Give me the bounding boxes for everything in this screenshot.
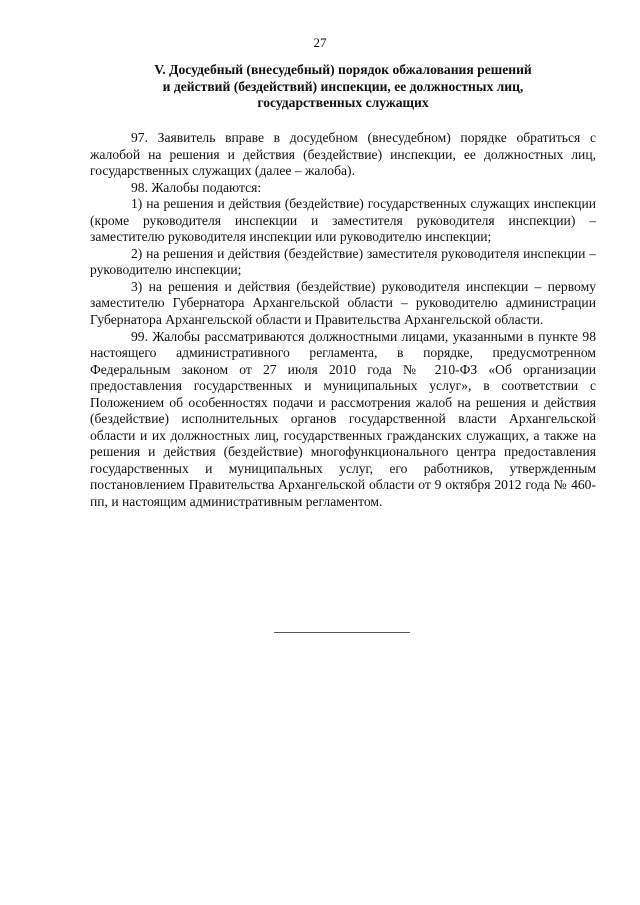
section-heading-line: V. Досудебный (внесудебный) порядок обжалования решений [154,62,532,77]
page-number: 27 [313,35,327,50]
section-heading [90,62,596,112]
paragraph-98-item-1: 1) на решения и действия (бездействие) государственных служащих инспекции (кроме руководителя инспекции и заместителя руководителя инспекции) – заместителю руководителя инспекции или руководителю инспекции; [90,196,596,245]
document-body [90,130,596,511]
closing-divider [274,632,410,633]
paragraph-98-item-2: 2) на решения и действия (бездействие) заместителя руководителя инспекции – руководителю инспекции; [90,245,596,278]
section-heading-line: государственных служащих [257,95,429,111]
paragraph-98: 98. Жалобы подаются: [131,179,262,195]
paragraph-99: 99. Жалобы рассматриваются должностными лицами, указанными в пункте 98 настоящего административного регламента, в порядке, предусмотренном Федеральным законом от 27 июля 2010 года № 210-ФЗ «Об организации предоставления государственных и муниципальных услуг», в соответствии с Положением об особенностях подачи и рассмотрения жалоб на решения и действия (бездействие) исполнительных органов государственной власти Архангельской области и их должностных лиц, государственных гражданских служащих, а также на решения и действия (бездействие) многофункционального центра предоставления государственных и муниципальных услуг, его работников, утвержденным постановлением Правительства Архангельской области от 9 октября 2012 года № 460-пп, и настоящим административным регламентом. [90,328,596,510]
paragraph-98-item-3: 3) на решения и действия (бездействие) руководителя инспекции – первому заместителю Губернатора Архангельской области – руководителю администрации Губернатора Архангельской области и Правительства Архангельской области. [90,278,596,328]
section-heading-line: и действий (бездействий) инспекции, ее должностных лиц, [162,78,524,94]
paragraph-97: 97. Заявитель вправе в досудебном (внесудебном) порядке обратиться с жалобой на решения и действия (бездействие) инспекции, ее должностных лиц, государственных служащих (далее – жалоба). [90,130,596,179]
